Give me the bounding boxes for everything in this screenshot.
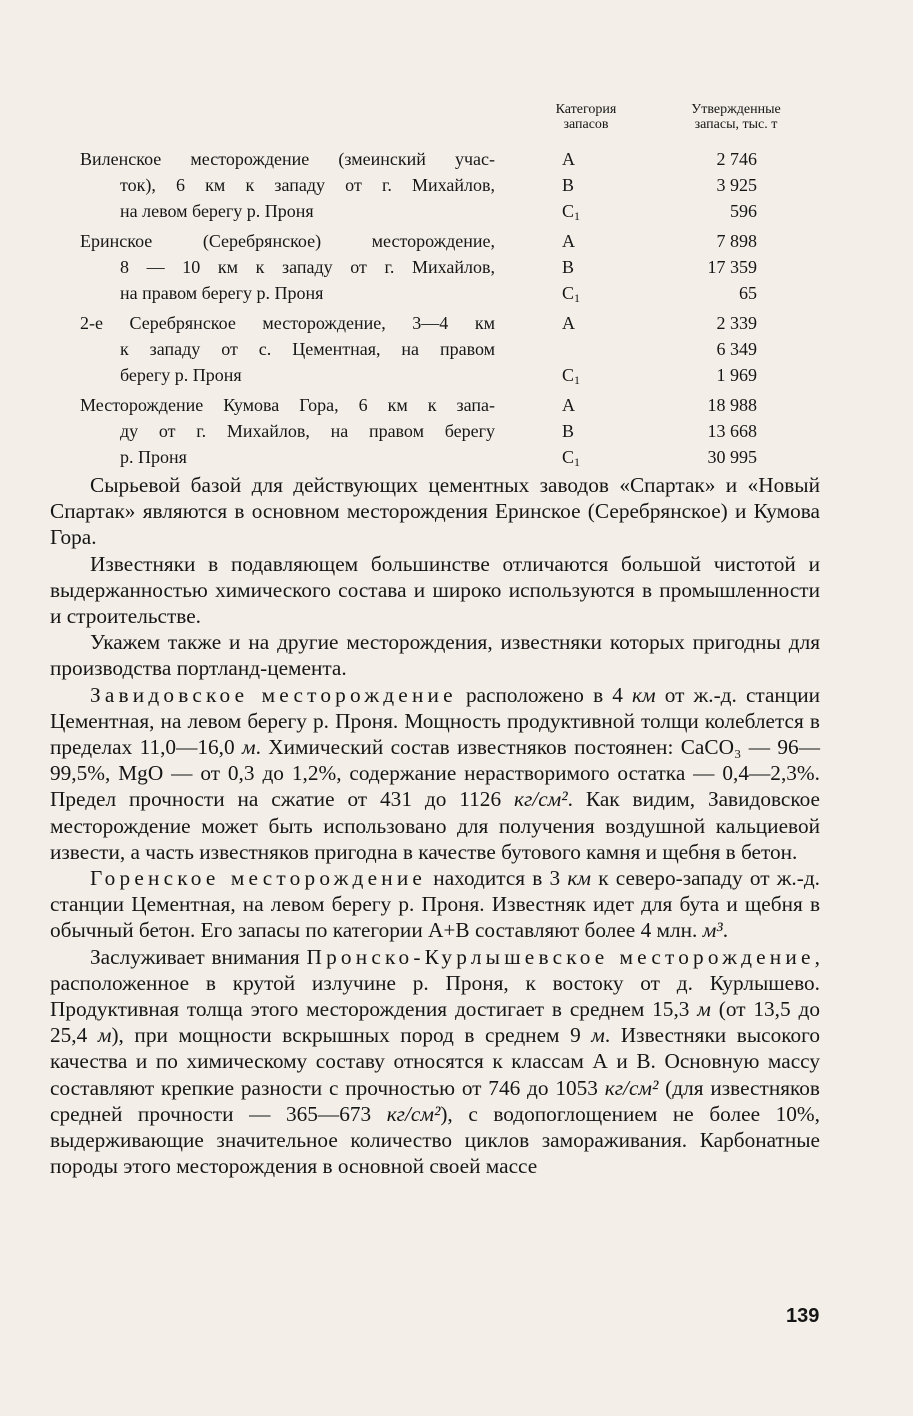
paragraph: Сырьевой базой для действующих цементных заводов «Спартак» и «Новый Спартак» являются в основном месторождения Еринское (Серебрянское) и Кумова Гора. — [50, 473, 820, 550]
reserve-category: B — [562, 175, 575, 195]
table-row — [80, 172, 800, 198]
reserve-value: 13 668 — [707, 421, 757, 441]
paragraph: Горенское месторождение находится в 3 км к северо-западу от ж.-д. станции Цементная, на левом берегу р. Проня. Известняк идет для бута и щебня в обычный бетон. Его запасы по категории A+B составляют более 4 млн. м³. — [50, 866, 820, 943]
reserve-category: A — [562, 395, 575, 415]
reserve-category: A — [562, 313, 575, 333]
deposit-description: на правом берегу р. Проня — [120, 283, 324, 303]
table-row — [80, 336, 800, 362]
table-row — [80, 254, 800, 280]
reserve-category: A — [562, 231, 575, 251]
paragraph: Завидовское месторождение расположено в 4 км от ж.-д. станции Цементная, на левом берегу р. Проня. Мощность продуктивной толщи колеблется в пределах 11,0—16,0 м. Химический состав известняков постоянен: CaCO₃ — 96—99,5%, MgO — от 0,3 до 1,2%, содержание нерастворимого остатка — 0,4—2,3%. Предел прочности на сжатие от 431 до 1126 кг/см². Как видим, Завидовское месторождение может быть использовано для получения воздушной кальциевой извести, а часть известняков пригодна в качестве бутового камня и щебня в бетон. — [50, 682, 821, 864]
body-text — [50, 472, 820, 1179]
reserve-value: 18 988 — [707, 395, 757, 415]
reserve-category: A — [562, 149, 575, 169]
reserve-value: 1 969 — [716, 365, 757, 385]
reserve-value: 6 349 — [716, 339, 757, 359]
reserve-value: 3 925 — [716, 175, 757, 195]
paragraph: Укажем также и на другие месторождения, известняки которых пригодны для производства портланд-цемента. — [50, 630, 820, 681]
reserve-value: 65 — [739, 283, 757, 303]
page-number: 139 — [786, 1305, 820, 1327]
deposit-group — [80, 146, 800, 224]
deposit-description: 2-е Серебрянское месторождение, 3—4 км — [80, 313, 495, 333]
reserve-value: 2 339 — [716, 313, 757, 333]
deposit-description: ток), 6 км к западу от г. Михайлов, — [120, 175, 495, 195]
deposit-description: на левом берегу р. Проня — [120, 201, 314, 221]
table-row — [80, 310, 800, 336]
table-body — [80, 146, 800, 470]
deposit-name: Горенское месторождение — [90, 866, 427, 891]
reserve-value: 17 359 — [707, 257, 757, 277]
reserve-category: $C_1$ — [562, 365, 581, 387]
reserve-value: 596 — [730, 201, 757, 221]
deposit-name: Пронско-Курлышевское месторождение — [306, 944, 815, 969]
paragraph: Заслуживает внимания Пронско-Курлышевское месторождение, расположенное в крутой излучине р. Проня, к востоку от д. Курлышево. Продуктивная толща этого месторождения достигает в среднем 15,3 м (от 13,5 до 25,4 м), при мощности вскрышных пород в среднем 9 м. Известняки высокого качества и по химическому составу относятся к классам А и В. Основную массу составляют крепкие разности с прочностью от 746 до 1053 кг/см² (для известняков средней прочности — 365—673 кг/см²), с водопоглощением не более 10%, выдерживающие значительное количество циклов замораживания. Карбонатные породы этого месторождения в основной своей массе — [50, 944, 820, 1179]
deposit-group — [80, 310, 800, 388]
reserve-category: B — [562, 257, 575, 277]
deposit-description: ду от г. Михайлов, на правом берегу — [120, 421, 495, 441]
deposit-description: к западу от с. Цементная, на правом — [120, 339, 495, 359]
table-row — [80, 146, 800, 172]
table-row — [80, 228, 800, 254]
table-row — [80, 444, 800, 470]
header-reserves: Утвержденные запасы, тыс. т — [691, 102, 781, 132]
deposit-description: Месторождение Кумова Гора, 6 км к запа- — [80, 395, 495, 415]
reserve-category: B — [562, 421, 575, 441]
deposit-description: берегу р. Проня — [120, 365, 242, 385]
deposit-name: Завидовское месторождение — [90, 682, 457, 707]
reserves-table — [80, 102, 800, 470]
reserve-value: 30 995 — [707, 447, 757, 467]
table-header — [80, 102, 800, 142]
reserve-category: $C_1$ — [562, 447, 581, 469]
reserve-category: $C_1$ — [562, 201, 581, 223]
table-row — [80, 198, 800, 224]
table-row — [80, 392, 800, 418]
reserve-value: 7 898 — [716, 231, 757, 251]
reserve-value: 2 746 — [716, 149, 757, 169]
deposit-description: 8 — 10 км к западу от г. Михайлов, — [120, 257, 495, 277]
table-row — [80, 280, 800, 306]
paragraph: Известняки в подавляющем большинстве отличаются большой чистотой и выдержанностью химического состава и широко используются в промышленности и строительстве. — [50, 551, 820, 629]
deposit-group — [80, 392, 800, 470]
reserve-category: $C_1$ — [562, 283, 581, 305]
deposit-description: Еринское (Серебрянское) месторождение, — [80, 231, 495, 251]
deposit-description: Виленское месторождение (змеинский учас- — [80, 149, 495, 169]
table-row — [80, 362, 800, 388]
header-category: Категория запасов — [555, 102, 617, 132]
deposit-description: р. Проня — [120, 447, 187, 467]
deposit-group — [80, 228, 800, 306]
table-row — [80, 418, 800, 444]
